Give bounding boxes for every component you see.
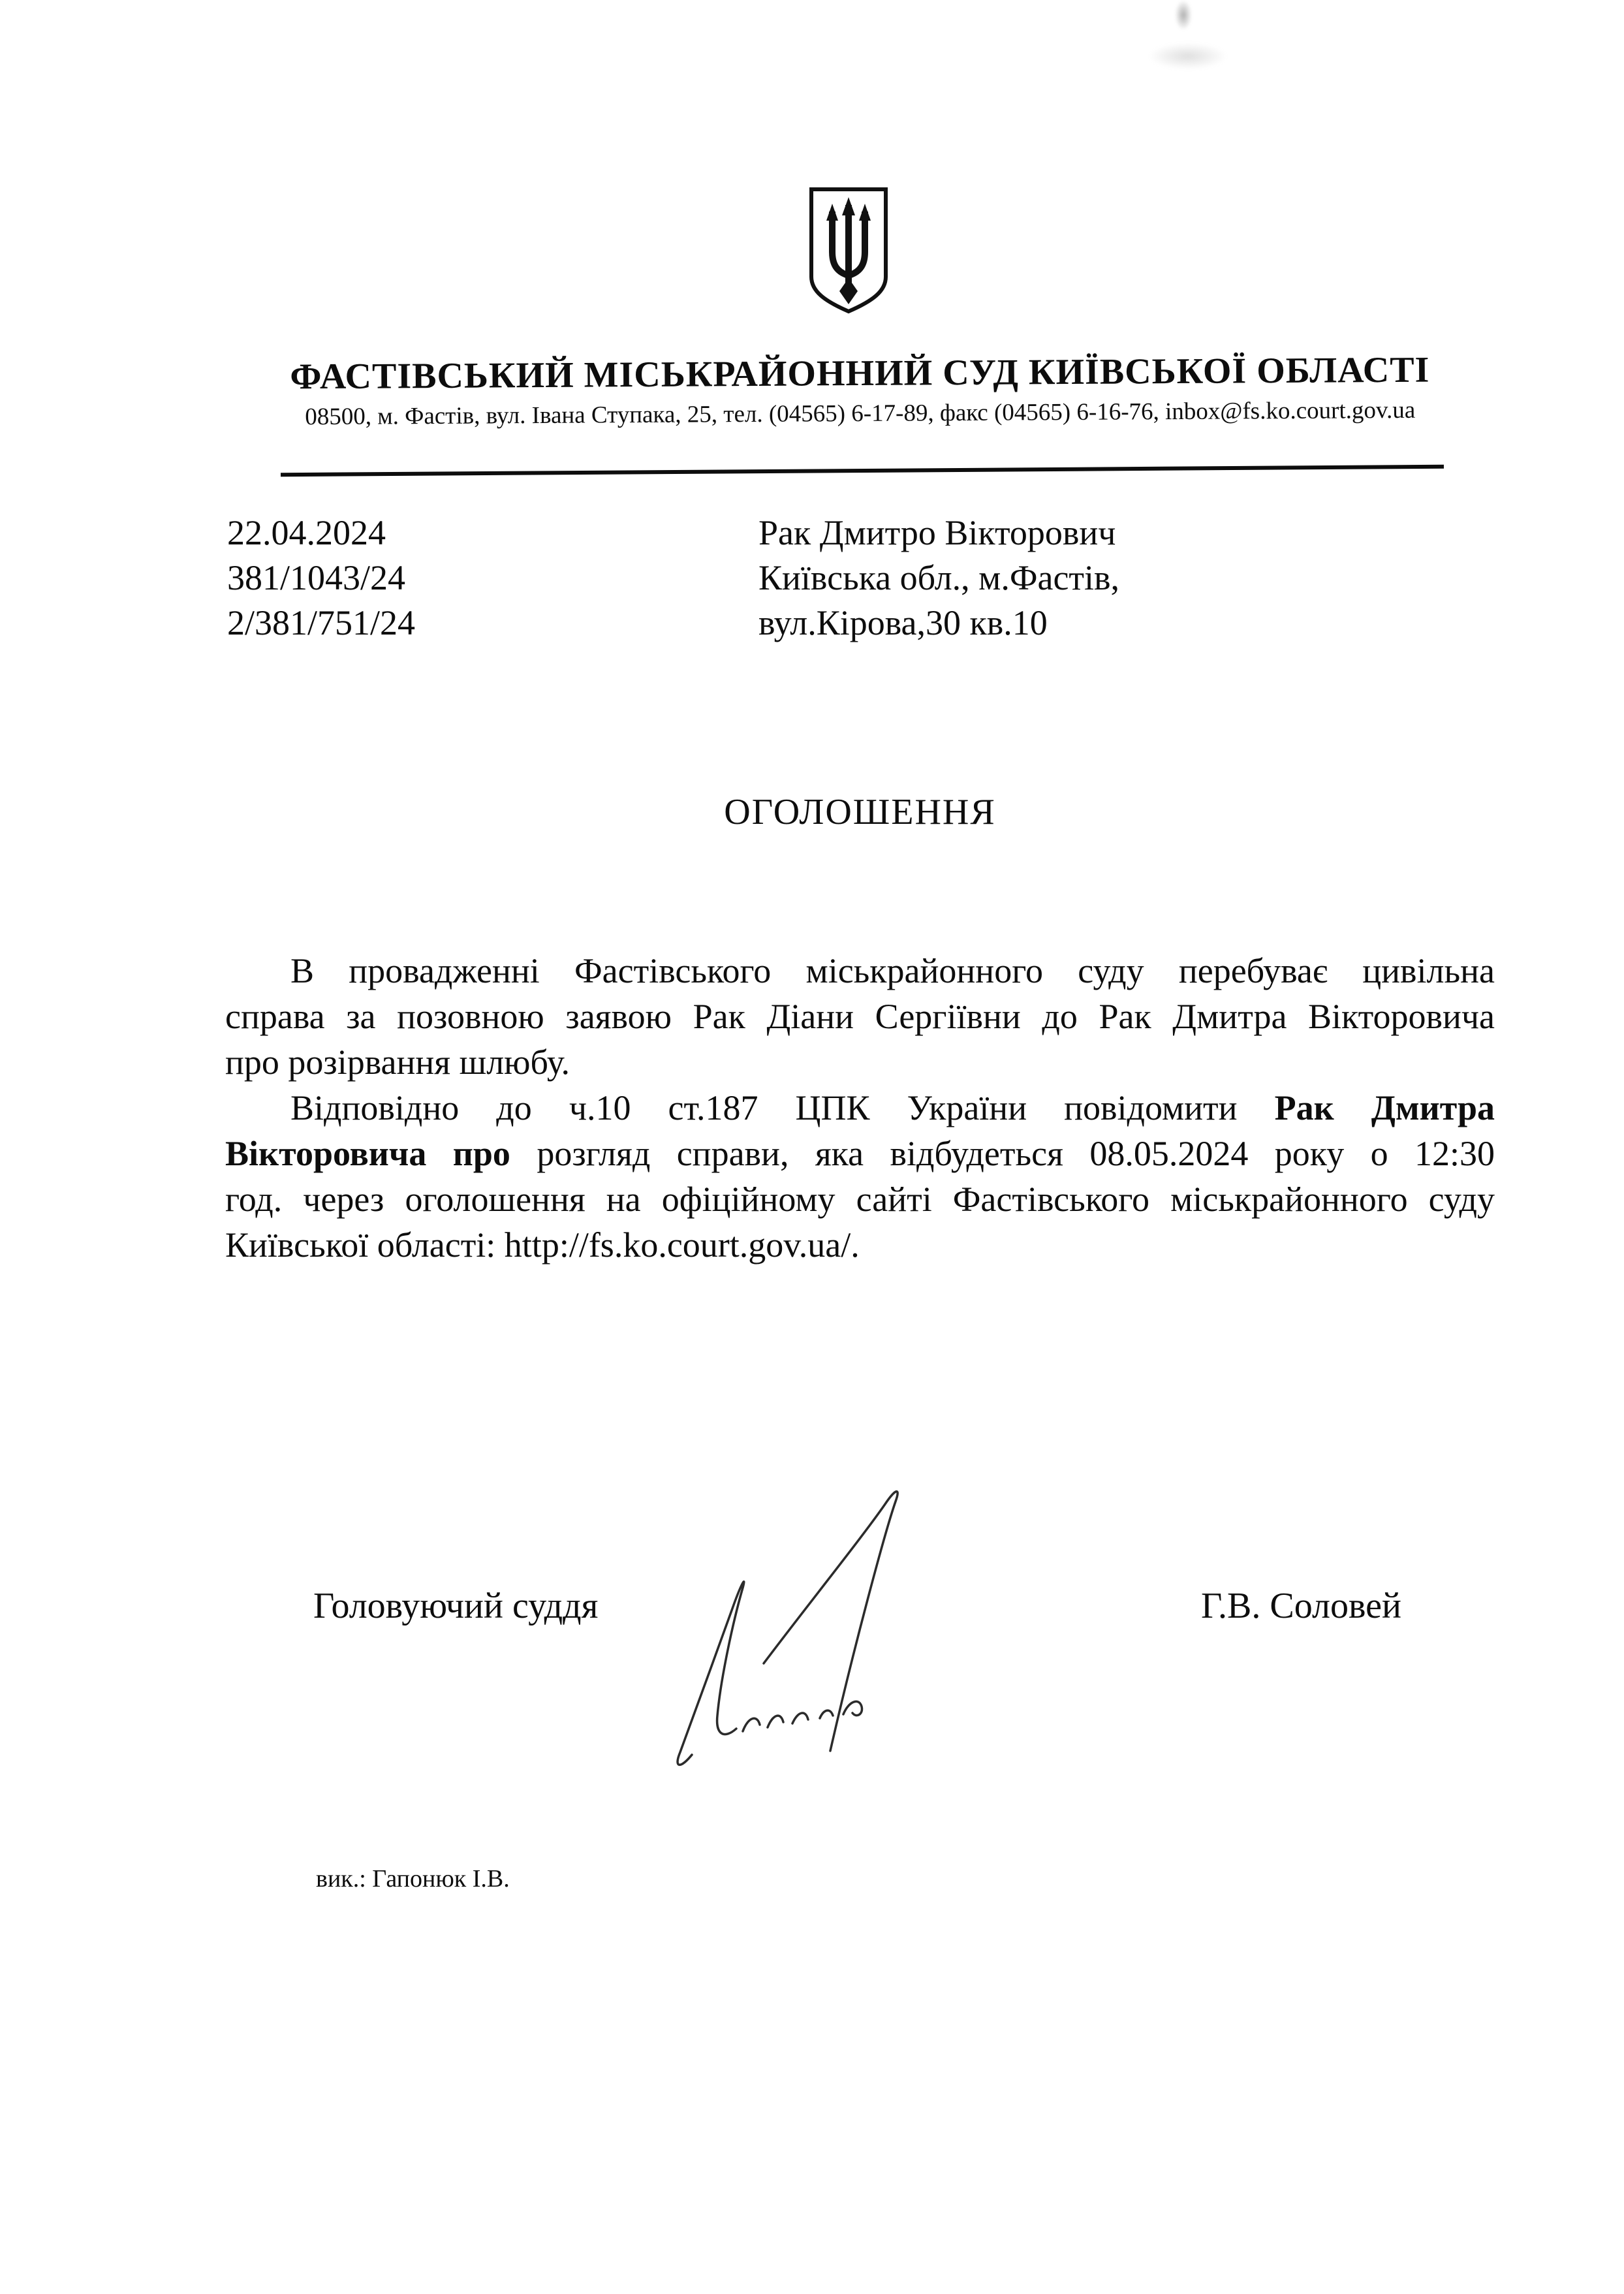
- proceedings-number: 2/381/751/24: [227, 603, 416, 642]
- executor-note: вик.: Гапонюк І.В.: [316, 1865, 510, 1893]
- recipient-name: Рак Дмитро Вікторович: [758, 513, 1116, 552]
- ukraine-trident-emblem-icon: [807, 185, 890, 316]
- recipient-block: [758, 511, 1119, 646]
- handwritten-signature: [666, 1461, 973, 1781]
- body-line: [225, 1176, 1495, 1222]
- header-divider-line: [281, 465, 1444, 477]
- body-text: Київської області: http://fs.ko.court.gov.ua/.: [225, 1225, 860, 1265]
- body-text-bold: Рак Дмитра: [1274, 1088, 1495, 1127]
- court-address-line: 08500, м. Фастів, вул. Івана Ступака, 25, тел. (04565) 6-17-89, факс (04565) 6-16-76, inbox@fs.ko.court.gov.ua: [305, 396, 1416, 431]
- case-meta-block: [227, 511, 415, 646]
- signer-role: Головуючий суддя: [313, 1586, 599, 1626]
- court-name: ФАСТІВСЬКИЙ МІСЬКРАЙОННИЙ СУД КИЇВСЬКОЇ ОБЛАСТІ: [290, 349, 1430, 398]
- body-line: [225, 1085, 1495, 1131]
- document-date: 22.04.2024: [227, 513, 386, 552]
- case-number: 381/1043/24: [227, 558, 406, 597]
- announcement-body: [225, 948, 1495, 1268]
- letterhead: [225, 349, 1495, 432]
- signer-name: Г.В. Соловей: [1201, 1586, 1401, 1626]
- body-line: [225, 1131, 1495, 1176]
- body-line: [225, 1222, 1495, 1268]
- body-text: год. через оголошення на офіційному сайті Фастівського міськрайонного суду: [225, 1180, 1495, 1219]
- body-text: справа за позовною заявою Рак Діани Сергіївни до Рак Дмитра Вікторовича: [225, 997, 1495, 1036]
- body-line: [225, 1039, 1495, 1085]
- recipient-address-line-1: Київська обл., м.Фастів,: [758, 558, 1120, 597]
- body-text: Відповідно до ч.10 ст.187 ЦПК України повідомити: [290, 1088, 1275, 1127]
- scan-smudge: [1175, 0, 1192, 30]
- body-text: про розірвання шлюбу.: [225, 1043, 570, 1082]
- body-text: розгляд справи, яка відбудеться 08.05.2024 року о 12:30: [510, 1134, 1495, 1173]
- body-text-bold: Вікторовича про: [225, 1134, 510, 1173]
- body-line: [225, 994, 1495, 1039]
- body-text: В провадженні Фастівського міськрайонного суду перебуває цивільна: [290, 951, 1495, 990]
- document-title: ОГОЛОШЕННЯ: [724, 792, 996, 832]
- recipient-address-line-2: вул.Кірова,30 кв.10: [758, 603, 1048, 642]
- scan-smudge: [1149, 43, 1227, 69]
- body-line: [225, 948, 1495, 994]
